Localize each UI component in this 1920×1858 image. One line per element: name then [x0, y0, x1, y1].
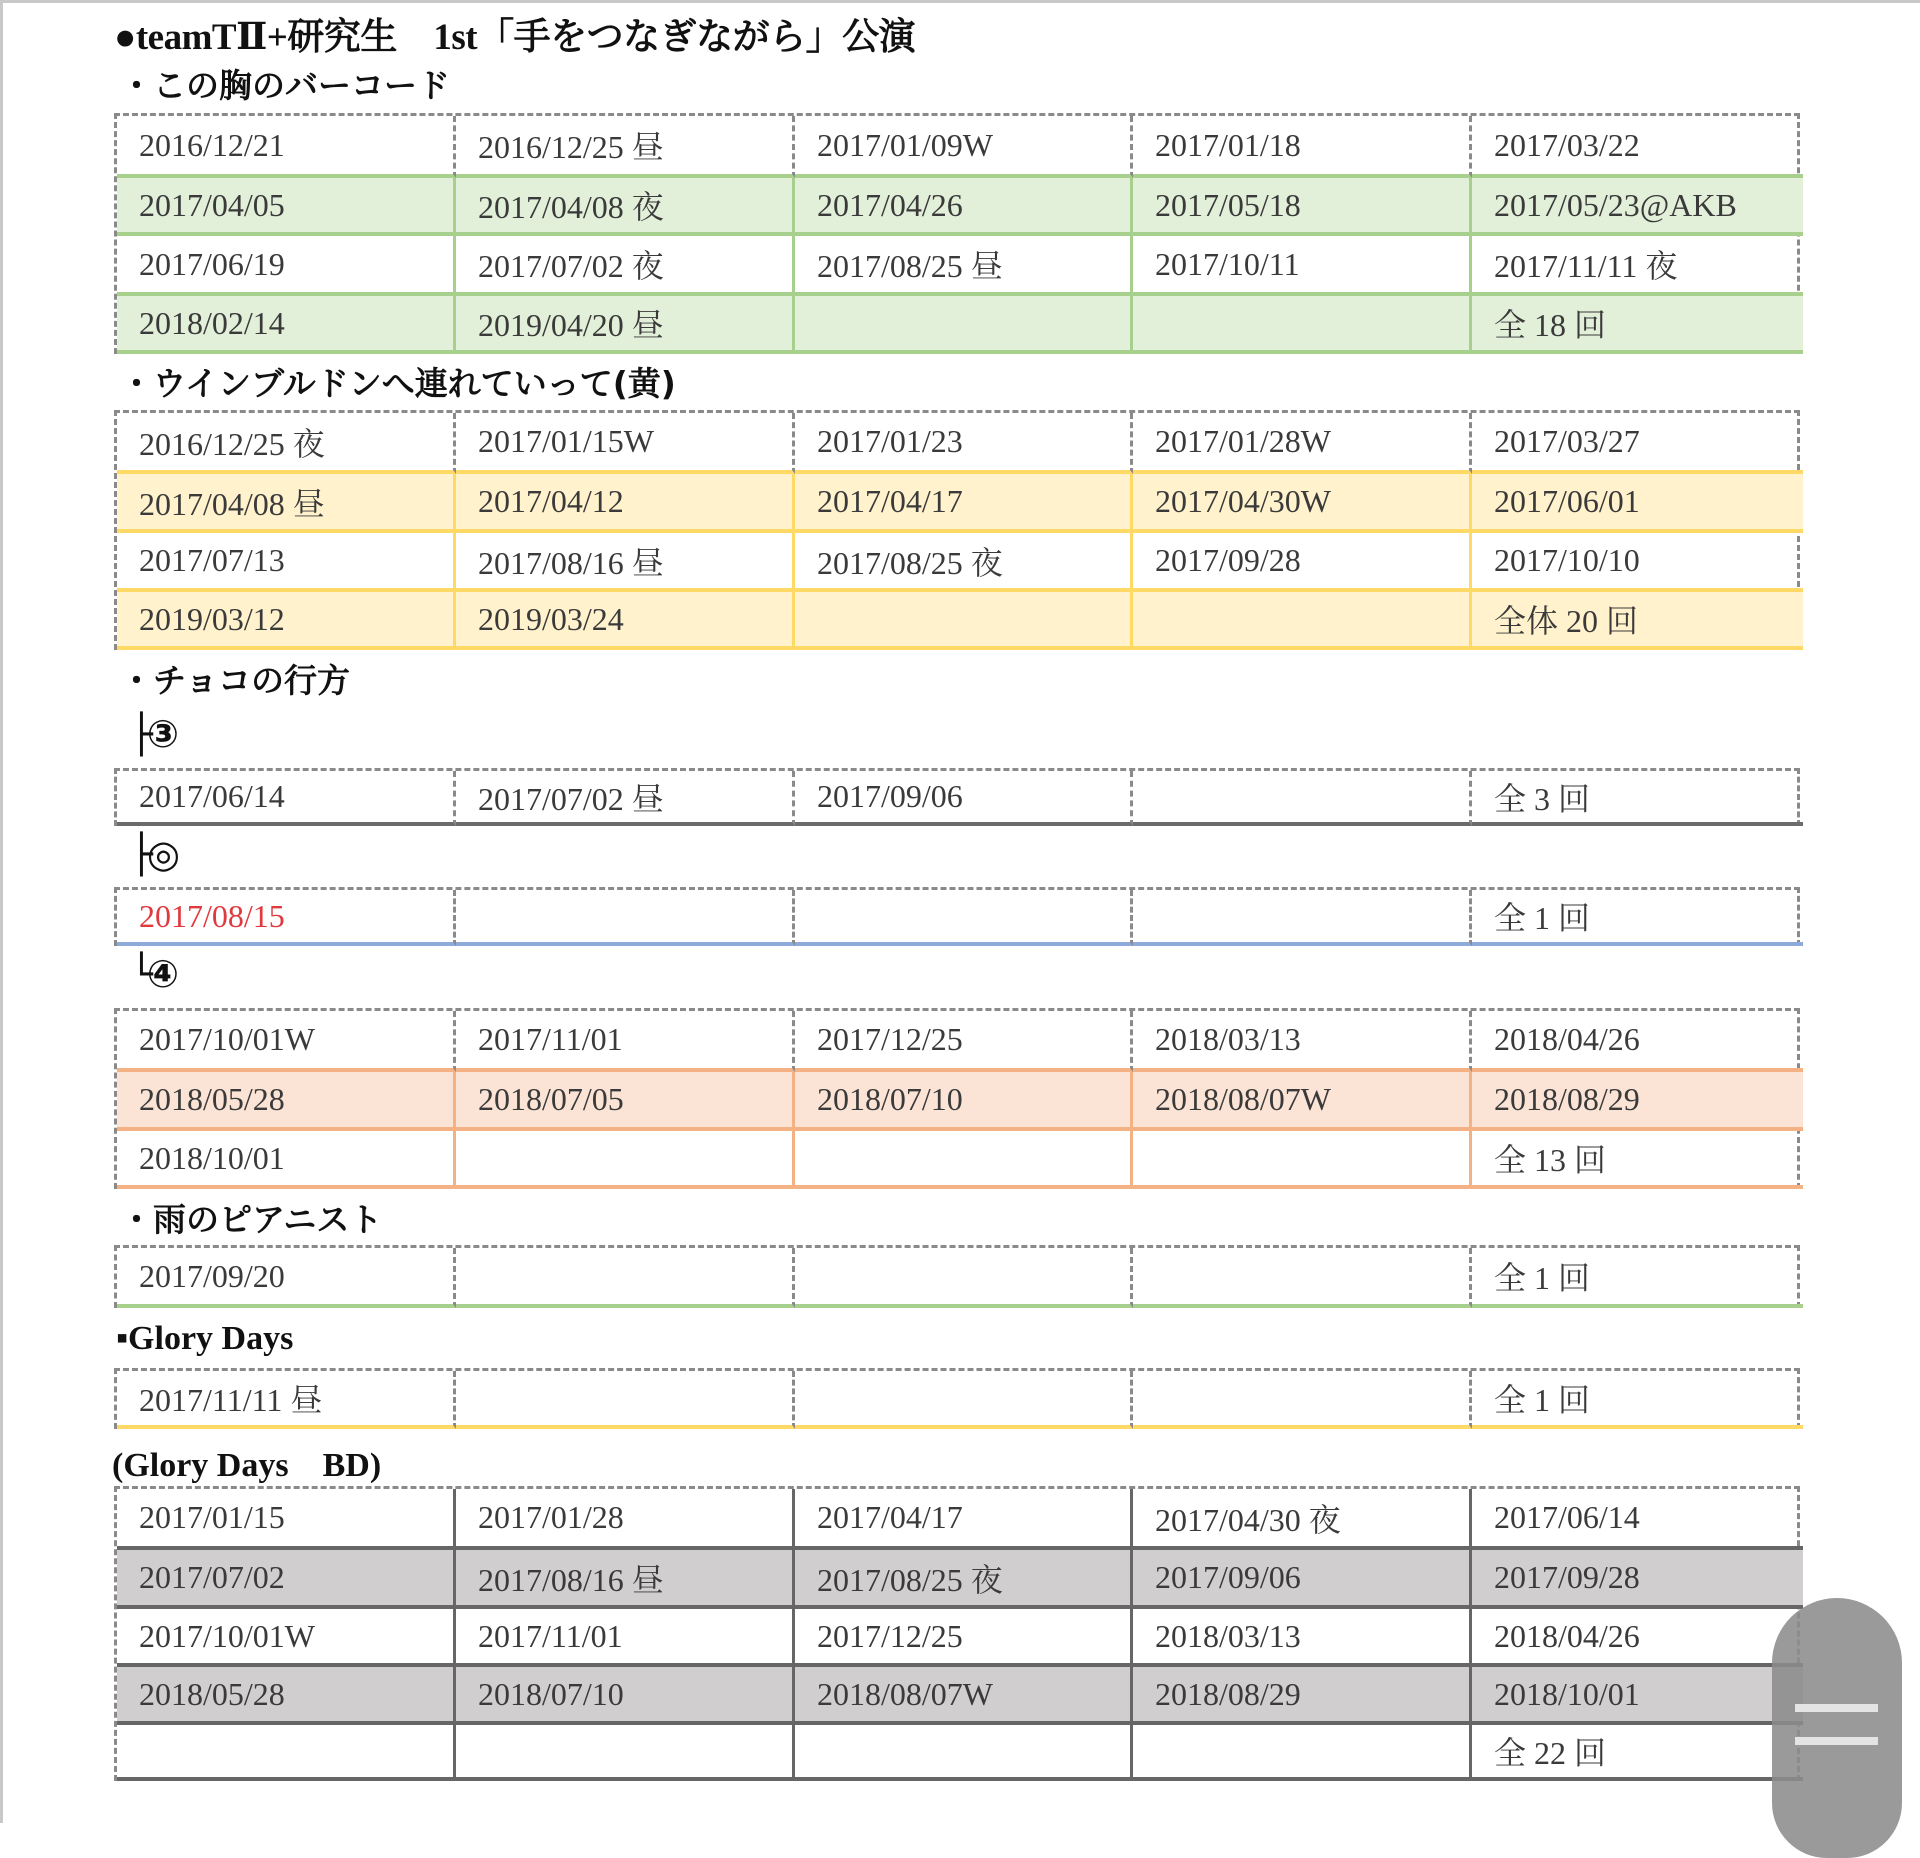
section-heading-wimbledon: ・ウインブルドンへ連れていって(黄) — [120, 364, 676, 403]
table-cell: 2017/04/12 — [456, 474, 795, 533]
table-cell — [1133, 771, 1472, 826]
table-cell — [795, 1371, 1133, 1429]
table-cell — [117, 1725, 456, 1781]
table-cell: 2017/06/19 — [117, 236, 456, 296]
total-count-cell: 全 3 回 — [1472, 771, 1803, 826]
table-cell — [456, 1371, 795, 1429]
total-count-cell: 全体 20 回 — [1472, 592, 1803, 650]
table-cell: 2017/08/25 夜 — [795, 1550, 1133, 1609]
table-cell: 2017/03/27 — [1472, 413, 1803, 474]
subsection-label-double-circle: ├◎ — [130, 832, 175, 876]
table-cell — [456, 1725, 795, 1781]
total-count-cell: 全 1 回 — [1472, 1371, 1803, 1429]
drag-handle-icon — [1795, 1737, 1878, 1745]
table-cell: 2017/09/06 — [1133, 1550, 1472, 1609]
table-cell: 2018/03/13 — [1133, 1011, 1472, 1072]
table-cell — [795, 1725, 1133, 1781]
table-cell: 2018/08/07W — [795, 1667, 1133, 1725]
table-cell: 2019/04/20 昼 — [456, 296, 795, 354]
table-cell: 2018/08/29 — [1472, 1072, 1803, 1131]
table-cell: 2017/10/01W — [117, 1609, 456, 1667]
table-cell — [456, 1248, 795, 1308]
table-cell: 2017/04/30 夜 — [1133, 1489, 1472, 1550]
table-cell: 2016/12/21 — [117, 116, 456, 178]
table-cell: 2017/06/14 — [1472, 1489, 1803, 1550]
section-heading-glory-days-bd: (Glory Days BD) — [112, 1447, 382, 1484]
table-choco-4 — [114, 1008, 1800, 1189]
table-cell: 2019/03/24 — [456, 592, 795, 650]
table-kono-mune — [114, 113, 1800, 354]
table-cell: 2017/09/20 — [117, 1248, 456, 1308]
table-ame-no-pianist — [114, 1245, 1800, 1308]
table-cell: 2017/10/01W — [117, 1011, 456, 1072]
table-cell — [1133, 1248, 1472, 1308]
table-cell — [1133, 592, 1472, 650]
table-cell: 2018/10/01 — [1472, 1667, 1803, 1725]
table-cell: 2018/05/28 — [117, 1072, 456, 1131]
table-cell — [1133, 1371, 1472, 1429]
table-cell: 2018/07/10 — [795, 1072, 1133, 1131]
table-cell: 2017/04/08 夜 — [456, 178, 795, 236]
total-count-cell: 全 1 回 — [1472, 890, 1803, 946]
table-cell: 2017/07/13 — [117, 533, 456, 592]
table-cell: 2018/03/13 — [1133, 1609, 1472, 1667]
table-cell — [456, 890, 795, 946]
table-cell: 2016/12/25 夜 — [117, 413, 456, 474]
section-heading-glory-days: ▪Glory Days — [116, 1320, 294, 1357]
table-choco-double-circle — [114, 887, 1800, 946]
table-cell: 2018/07/10 — [456, 1667, 795, 1725]
table-cell — [795, 1248, 1133, 1308]
table-cell: 2017/06/01 — [1472, 474, 1803, 533]
table-cell: 2017/10/11 — [1133, 236, 1472, 296]
total-count-cell: 全 22 回 — [1472, 1725, 1803, 1781]
table-cell: 2017/11/11 夜 — [1472, 236, 1803, 296]
table-cell: 2018/02/14 — [117, 296, 456, 354]
total-count-cell: 全 13 回 — [1472, 1131, 1803, 1189]
table-cell: 2017/01/15W — [456, 413, 795, 474]
table-cell: 2017/11/01 — [456, 1011, 795, 1072]
table-cell: 2018/04/26 — [1472, 1011, 1803, 1072]
table-cell: 2017/03/22 — [1472, 116, 1803, 178]
table-cell: 2017/10/10 — [1472, 533, 1803, 592]
table-cell: 2017/08/16 昼 — [456, 533, 795, 592]
highlighted-date-cell: 2017/08/15 — [117, 890, 456, 946]
table-cell: 2017/05/18 — [1133, 178, 1472, 236]
table-cell: 2017/08/25 夜 — [795, 533, 1133, 592]
table-cell — [1133, 296, 1472, 354]
table-cell: 2017/01/15 — [117, 1489, 456, 1550]
table-wimbledon — [114, 410, 1800, 650]
table-cell — [795, 1131, 1133, 1189]
table-cell: 2017/12/25 — [795, 1609, 1133, 1667]
table-cell: 2017/04/17 — [795, 474, 1133, 533]
table-cell: 2016/12/25 昼 — [456, 116, 795, 178]
table-cell: 2017/09/28 — [1472, 1550, 1803, 1609]
table-cell — [1133, 890, 1472, 946]
table-cell: 2017/07/02 昼 — [456, 771, 795, 826]
table-cell: 2018/08/07W — [1133, 1072, 1472, 1131]
table-cell: 2018/10/01 — [117, 1131, 456, 1189]
table-cell: 2017/05/23@AKB — [1472, 178, 1803, 236]
table-cell: 2017/04/05 — [117, 178, 456, 236]
total-count-cell: 全 18 回 — [1472, 296, 1803, 354]
document-title: ●teamTⅡ+研究生 1st「手をつなぎながら」公演 — [114, 17, 916, 58]
table-cell — [795, 890, 1133, 946]
table-cell: 2017/07/02 — [117, 1550, 456, 1609]
table-cell: 2017/01/28W — [1133, 413, 1472, 474]
table-choco-3 — [114, 768, 1800, 826]
table-glory-days-bd — [114, 1486, 1800, 1781]
table-cell — [1133, 1131, 1472, 1189]
section-heading-kono-mune: ・この胸のバーコード — [120, 66, 450, 105]
table-cell: 2018/08/29 — [1133, 1667, 1472, 1725]
table-cell: 2017/06/14 — [117, 771, 456, 826]
table-cell: 2018/05/28 — [117, 1667, 456, 1725]
table-cell: 2018/04/26 — [1472, 1609, 1803, 1667]
table-cell: 2017/04/30W — [1133, 474, 1472, 533]
table-cell: 2017/08/16 昼 — [456, 1550, 795, 1609]
table-cell — [795, 592, 1133, 650]
subsection-label-3: ├③ — [130, 712, 174, 756]
table-cell: 2017/11/01 — [456, 1609, 795, 1667]
table-cell: 2017/09/06 — [795, 771, 1133, 826]
table-cell: 2017/01/18 — [1133, 116, 1472, 178]
table-cell: 2017/01/09W — [795, 116, 1133, 178]
table-cell — [456, 1131, 795, 1189]
section-heading-choco: ・チョコの行方 — [120, 661, 351, 700]
table-cell: 2019/03/12 — [117, 592, 456, 650]
subsection-label-4: └④ — [130, 952, 174, 996]
section-heading-ame-no-pianist: ・雨のピアニスト — [120, 1200, 383, 1239]
table-cell: 2017/11/11 昼 — [117, 1371, 456, 1429]
table-glory-days — [114, 1368, 1800, 1429]
table-cell: 2017/07/02 夜 — [456, 236, 795, 296]
drag-handle-icon — [1795, 1704, 1878, 1712]
table-cell — [1133, 1725, 1472, 1781]
table-cell: 2017/01/23 — [795, 413, 1133, 474]
table-cell: 2018/07/05 — [456, 1072, 795, 1131]
table-cell: 2017/01/28 — [456, 1489, 795, 1550]
table-cell: 2017/04/17 — [795, 1489, 1133, 1550]
table-cell: 2017/09/28 — [1133, 533, 1472, 592]
table-cell: 2017/04/26 — [795, 178, 1133, 236]
total-count-cell: 全 1 回 — [1472, 1248, 1803, 1308]
table-cell — [795, 296, 1133, 354]
table-cell: 2017/04/08 昼 — [117, 474, 456, 533]
table-cell: 2017/12/25 — [795, 1011, 1133, 1072]
table-cell: 2017/08/25 昼 — [795, 236, 1133, 296]
scroll-handle[interactable] — [1772, 1598, 1902, 1858]
